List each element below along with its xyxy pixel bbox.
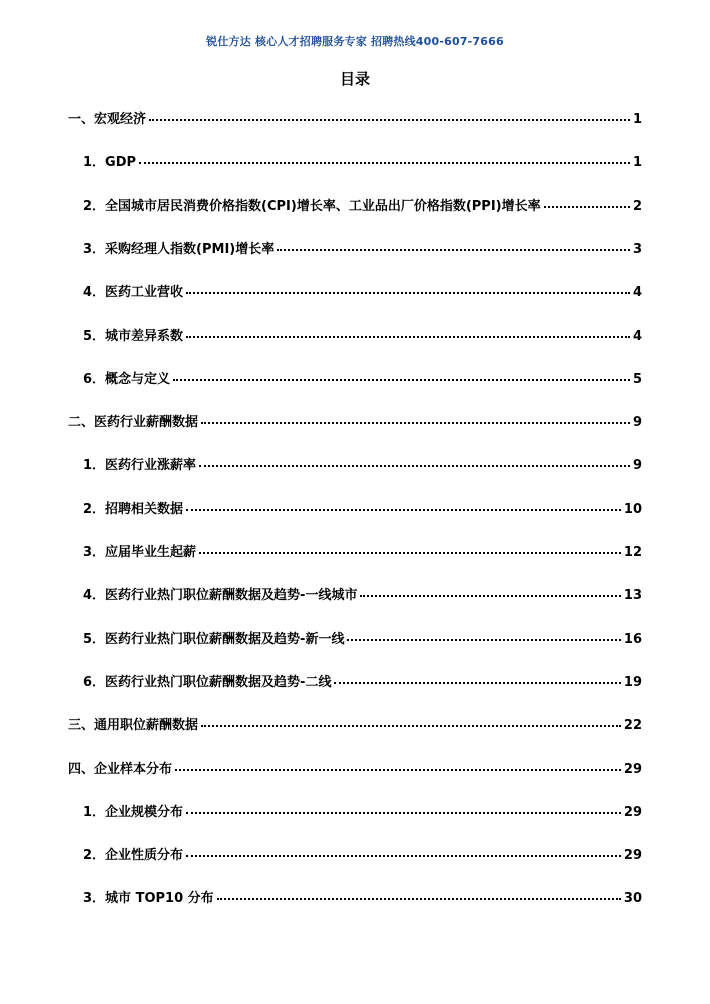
toc-entry[interactable] — [83, 805, 642, 821]
toc-dot-leader — [149, 116, 630, 121]
toc-entry[interactable] — [68, 415, 642, 431]
toc-entry[interactable] — [83, 848, 642, 864]
toc-entry[interactable] — [83, 329, 642, 345]
toc-title: 目录 — [339, 70, 370, 88]
toc-dot-leader — [175, 766, 621, 771]
toc-dot-leader — [186, 809, 621, 814]
toc-entry-page: 30 — [623, 891, 642, 906]
toc-dot-leader — [201, 419, 630, 424]
toc-entry-label: 6．概念与定义 — [83, 372, 171, 387]
toc-entry-page: 12 — [623, 545, 642, 560]
toc-entry-label: 3．采购经理人指数(PMI)增长率 — [83, 242, 275, 257]
page-header: 锐仕方达 核心人才招聘服务专家 招聘热线400-607-7666 — [206, 35, 504, 48]
toc-entry-label: 三、通用职位薪酬数据 — [68, 718, 199, 733]
toc-entry-page: 3 — [632, 242, 642, 257]
toc-entry-page: 29 — [623, 762, 642, 777]
toc-dot-leader — [201, 722, 621, 727]
toc-entry[interactable] — [83, 155, 642, 171]
toc-entry[interactable] — [68, 762, 642, 778]
toc-entry-page: 4 — [632, 285, 642, 300]
toc-entry-label: 1．GDP — [83, 155, 137, 170]
toc-entry[interactable] — [83, 458, 642, 474]
toc-entry-label: 1．企业规模分布 — [83, 805, 184, 820]
toc-entry-page: 29 — [623, 805, 642, 820]
toc-entry-label: 4．医药工业营收 — [83, 285, 184, 300]
toc-dot-leader — [217, 895, 621, 900]
toc-dot-leader — [199, 462, 630, 467]
toc-entry-page: 29 — [623, 848, 642, 863]
toc-entry[interactable] — [83, 675, 642, 691]
toc-entry-label: 4．医药行业热门职位薪酬数据及趋势-一线城市 — [83, 588, 358, 603]
toc-entry-label: 2．全国城市居民消费价格指数(CPI)增长率、工业品出厂价格指数(PPI)增长率 — [83, 199, 541, 214]
toc-entry-page: 13 — [623, 588, 642, 603]
toc-entry-page: 1 — [632, 155, 642, 170]
toc-dot-leader — [544, 203, 630, 208]
toc-dot-leader — [347, 636, 620, 641]
toc-entry-page: 9 — [632, 458, 642, 473]
toc-entry[interactable] — [83, 199, 642, 215]
toc-entry-page: 1 — [632, 112, 642, 127]
toc-entry[interactable] — [83, 632, 642, 648]
toc-entry-label: 一、宏观经济 — [68, 112, 147, 127]
toc-entry[interactable] — [83, 588, 642, 604]
toc-entry-page: 9 — [632, 415, 642, 430]
toc-entry-label: 6．医药行业热门职位薪酬数据及趋势-二线 — [83, 675, 332, 690]
toc-dot-leader — [139, 159, 630, 164]
toc-dot-leader — [360, 592, 620, 597]
toc-dot-leader — [334, 679, 620, 684]
toc-dot-leader — [186, 333, 630, 338]
toc-entry-page: 4 — [632, 329, 642, 344]
toc-entry-label: 3．城市 TOP10 分布 — [83, 891, 214, 906]
toc-entry[interactable] — [68, 718, 642, 734]
toc-entry-label: 2．企业性质分布 — [83, 848, 184, 863]
toc-dot-leader — [199, 549, 621, 554]
toc-entry[interactable] — [83, 372, 642, 388]
toc-entry-page: 16 — [623, 632, 642, 647]
toc-entry-page: 5 — [632, 372, 642, 387]
toc-dot-leader — [186, 506, 621, 511]
toc-entry[interactable] — [68, 112, 642, 128]
toc-entry-label: 1．医药行业涨薪率 — [83, 458, 197, 473]
toc-entry-label: 5．城市差异系数 — [83, 329, 184, 344]
toc-dot-leader — [173, 376, 630, 381]
toc-dot-leader — [277, 246, 630, 251]
toc-entry-page: 10 — [623, 502, 642, 517]
toc-entry-page: 22 — [623, 718, 642, 733]
toc-dot-leader — [186, 289, 630, 294]
toc-entry-page: 19 — [623, 675, 642, 690]
toc-entry-label: 5．医药行业热门职位薪酬数据及趋势-新一线 — [83, 632, 345, 647]
toc-entry[interactable] — [83, 502, 642, 518]
toc-entry-page: 2 — [632, 199, 642, 214]
toc-entry[interactable] — [83, 545, 642, 561]
toc-entry-label: 3．应届毕业生起薪 — [83, 545, 197, 560]
toc-entry[interactable] — [83, 285, 642, 301]
toc-entry[interactable] — [83, 242, 642, 258]
toc-entry[interactable] — [83, 891, 642, 907]
toc-entry-label: 2．招聘相关数据 — [83, 502, 184, 517]
toc-entry-label: 二、医药行业薪酬数据 — [68, 415, 199, 430]
toc-entry-label: 四、企业样本分布 — [68, 762, 173, 777]
toc-dot-leader — [186, 852, 621, 857]
